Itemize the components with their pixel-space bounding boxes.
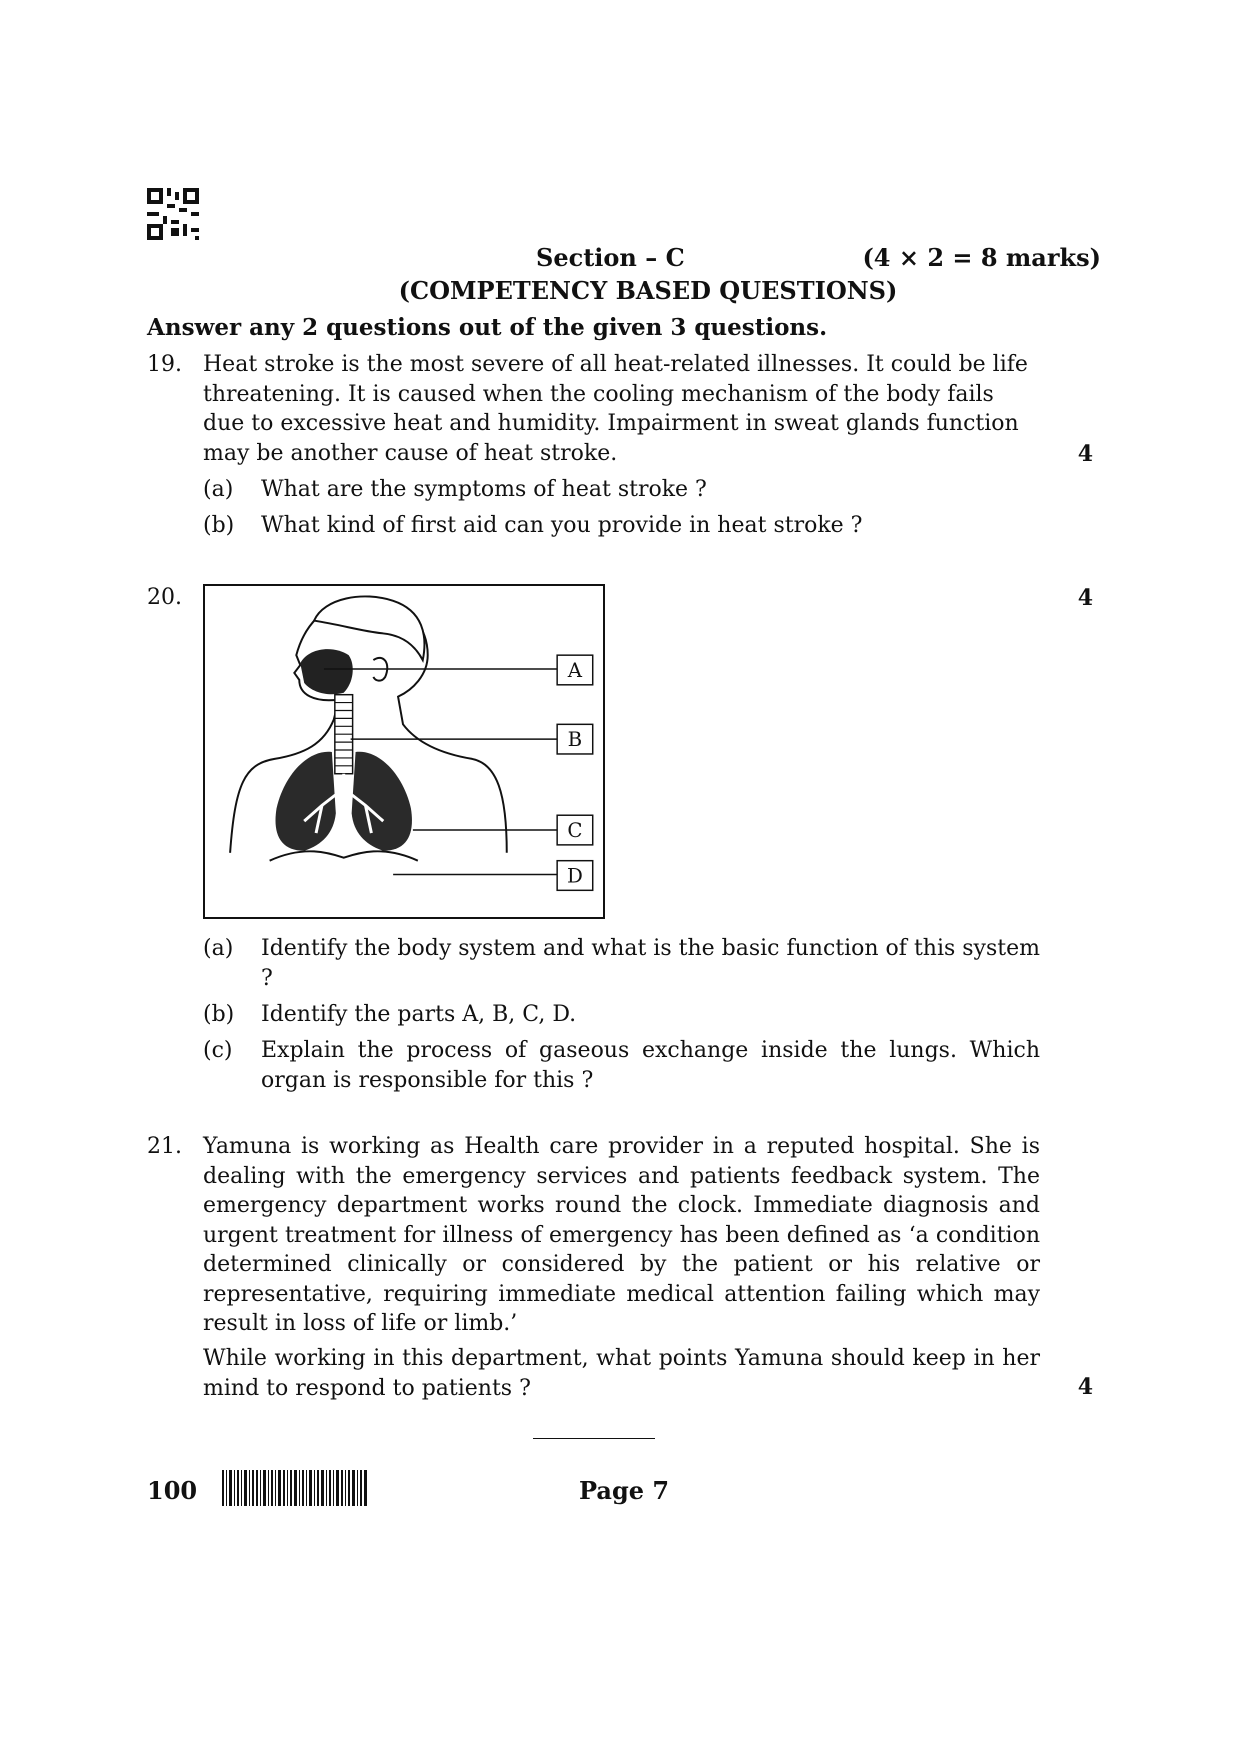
label-d: D	[567, 864, 583, 888]
subquestion-letter: (b)	[203, 1002, 235, 1027]
question-number-19: 19.	[147, 352, 182, 377]
subquestion-text: What kind of first aid can you provide in heat stroke ?	[261, 513, 863, 538]
nasal-cavity	[300, 649, 353, 694]
label-c: C	[567, 818, 583, 842]
question-19-marks: 4	[1077, 441, 1093, 467]
question-21-question: While working in this department, what points Yamuna should keep in her mind to respond to patients ?	[203, 1346, 1040, 1401]
question-20-marks: 4	[1077, 585, 1093, 611]
respiratory-system-diagram	[203, 584, 605, 919]
subquestion-letter: (c)	[203, 1038, 233, 1063]
subquestion-letter: (a)	[203, 936, 234, 961]
question-19-text	[203, 350, 1040, 468]
question-number-21: 21.	[147, 1134, 182, 1159]
section-subtitle: (COMPETENCY BASED QUESTIONS)	[398, 276, 898, 305]
qr-code	[147, 188, 199, 240]
question-21-paragraph: Yamuna is working as Health care provider in a reputed hospital. She is dealing with the emergency services and patients feedback system. The emergency department works round the clock. Immediate diagnosis and urgent treatment for illness of emergency has been defined as ‘a condition determined clinically or considered by the patient or his relative or representative, requiring immediate medical attention failing which may result in loss of life or limb.’	[203, 1134, 1040, 1336]
question-19-line: due to excessive heat and humidity. Impairment in sweat glands function	[203, 411, 1019, 436]
barcode	[222, 1470, 367, 1506]
label-a: A	[567, 658, 583, 682]
end-rule	[533, 1438, 655, 1439]
question-21-marks: 4	[1077, 1374, 1093, 1400]
question-19-line: threatening. It is caused when the cooling mechanism of the body fails	[203, 381, 994, 407]
paper-code: 100	[147, 1476, 198, 1505]
question-19-line: may be another cause of heat stroke.	[203, 440, 618, 466]
section-marks: (4 × 2 = 8 marks)	[862, 243, 1101, 272]
diaphragm	[270, 851, 418, 860]
label-b: B	[567, 728, 583, 752]
subquestion-text: What are the symptoms of heat stroke ?	[261, 477, 707, 502]
page-number: Page 7	[579, 1476, 670, 1505]
section-instruction: Answer any 2 questions out of the given 3 questions.	[147, 314, 828, 341]
subquestion-text: Identify the parts A, B, C, D.	[261, 1002, 577, 1027]
subquestion-letter: (b)	[203, 513, 235, 538]
question-number-20: 20.	[147, 585, 182, 610]
section-title: Section – C	[536, 243, 685, 272]
question-19-line: Heat stroke is the most severe of all heat-related illnesses. It could be life	[203, 352, 1028, 377]
subquestion-text: Explain the process of gaseous exchange inside the lungs. Which organ is responsible for this ?	[261, 1038, 1040, 1093]
subquestion-text: Identify the body system and what is the basic function of this system ?	[261, 936, 1041, 991]
subquestion-letter: (a)	[203, 477, 234, 502]
